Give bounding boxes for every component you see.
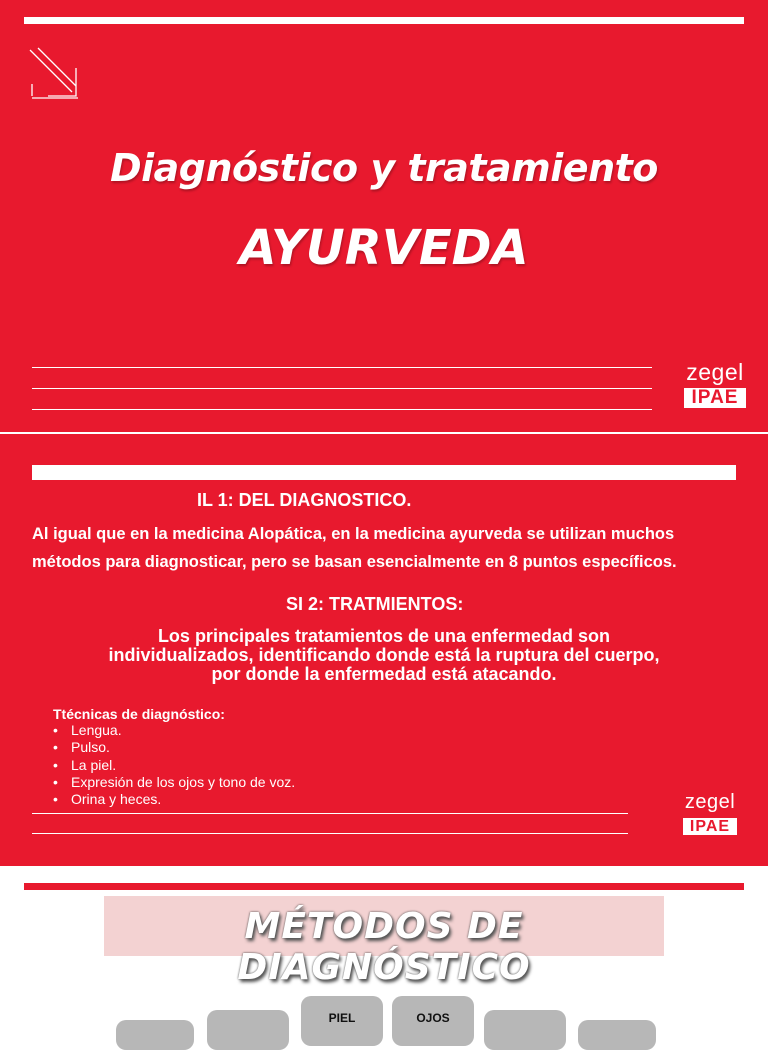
zegel-ipae-logo: [675, 790, 745, 835]
paragraph-line: Los principales tratamientos de una enfermedad son: [157, 626, 611, 646]
method-box: [484, 1010, 566, 1050]
slide-methods: [0, 868, 768, 1024]
paragraph-line: por donde la enfermedad está atacando.: [211, 664, 557, 684]
logo-brand: zegel: [686, 359, 744, 385]
paragraph-line: Al igual que en la medicina Alopática, en la medicina ayurveda se utilizan muchos: [32, 525, 675, 543]
techniques-list: [53, 722, 295, 808]
logo-brand: zegel: [684, 791, 736, 813]
top-bar: [32, 465, 736, 480]
logo-sub: IPAE: [684, 388, 746, 408]
divider-line: [32, 367, 652, 368]
techniques-title: Ttécnicas de diagnóstico:: [53, 706, 225, 722]
top-bar: [24, 17, 744, 24]
heading-diagnostico: IL 1: DEL DIAGNOSTICO.: [197, 490, 412, 510]
slide-content: [0, 434, 768, 866]
top-bar: [24, 883, 744, 890]
logo-sub: IPAE: [683, 818, 737, 835]
arrow-down-right-icon: [28, 46, 80, 100]
method-box: [578, 1020, 656, 1050]
divider-line: [32, 388, 652, 389]
paragraph-line: individualizados, identificando donde está la ruptura del cuerpo,: [108, 645, 660, 665]
slide-title: [0, 0, 768, 432]
divider-line: [32, 833, 628, 834]
paragraph-line: métodos para diagnosticar, pero se basan esencialmente en 8 puntos específicos.: [32, 553, 677, 571]
list-item: • Pulso.: [53, 739, 295, 756]
divider-line: [32, 409, 652, 410]
method-box: [207, 1010, 289, 1050]
method-box-piel: PIEL: [301, 996, 383, 1046]
divider-line: [32, 813, 628, 814]
slide-title-text: Diagnóstico y tratamiento: [110, 146, 658, 190]
zegel-ipae-logo: [680, 360, 750, 408]
list-item: • Expresión de los ojos y tono de voz.: [53, 774, 295, 791]
method-box: [116, 1020, 194, 1050]
heading-tratamientos: SI 2: TRATMIENTOS:: [286, 594, 464, 614]
banner-title: MÉTODOS DE DIAGNÓSTICO: [237, 906, 531, 988]
slide-subtitle-text: AYURVEDA: [239, 220, 529, 276]
list-item: • Lengua.: [53, 722, 295, 739]
method-box-ojos: OJOS: [392, 996, 474, 1046]
list-item: • La piel.: [53, 757, 295, 774]
methods-banner: [104, 896, 664, 988]
list-item: • Orina y heces.: [53, 791, 295, 808]
